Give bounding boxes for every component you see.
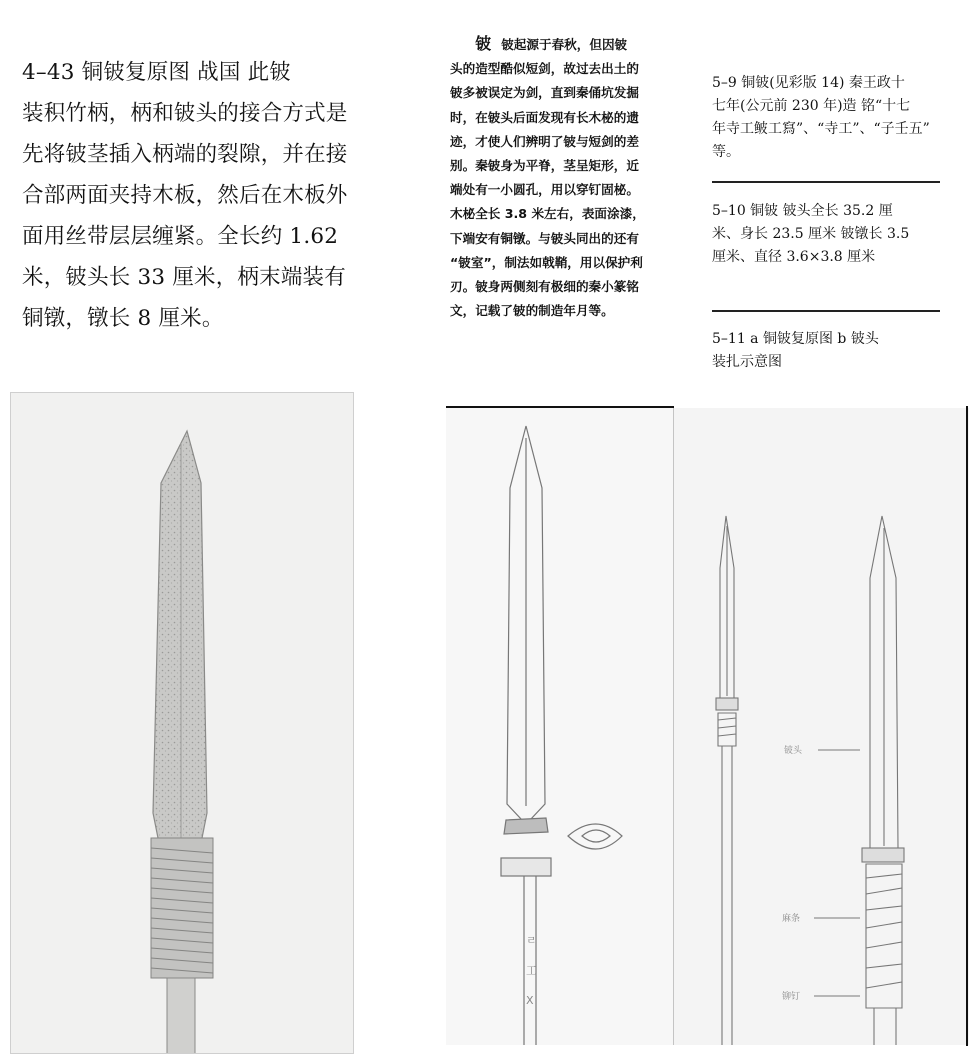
caption-line: 4–43 铜铍复原图 战国 此铍 xyxy=(22,60,291,85)
body-line: 头的造型酷似短剑，故过去出土的 xyxy=(450,61,639,77)
body-line: “铍室”，制法如戟鞘，用以保护利 xyxy=(450,254,643,270)
caption-fig-4-43 xyxy=(22,52,352,339)
callout-pi-head: 铍头 xyxy=(784,746,803,756)
plate-pi-reconstruction xyxy=(10,392,354,1054)
caption-line: 年寺工鲏工寫”、“寺工”、“子壬五” xyxy=(712,121,930,137)
pi-binding xyxy=(151,838,213,978)
pi-ferrule-a xyxy=(504,818,548,834)
pi-wrap-large xyxy=(866,864,902,1008)
body-line: 别。秦铍身为平脊，茎呈矩形，近 xyxy=(450,158,639,174)
caption-fig-5-11 xyxy=(712,328,940,374)
body-line: 端处有一小圆孔，用以穿钉固柲。 xyxy=(450,182,639,198)
caption-divider xyxy=(712,181,940,183)
caption-line: 米、身长 23.5 厘米 铍镦长 3.5 xyxy=(712,226,910,242)
body-line: 文，记载了铍的制造年月等。 xyxy=(450,303,614,319)
body-line: 铍多被误定为剑，直到秦俑坑发掘 xyxy=(450,85,639,101)
caption-line: 等。 xyxy=(712,144,740,160)
caption-line: 米，铍头长 33 厘米，柄末端装有 xyxy=(22,265,346,290)
caption-line: 5–9 铜铍(见彩版 14) 秦王政十 xyxy=(712,75,905,91)
caption-fig-5-10 xyxy=(712,200,940,269)
callout-hemp-strip: 麻条 xyxy=(782,914,801,924)
pi-binding-diagram xyxy=(674,408,969,1045)
caption-line: 先将铍茎插入柄端的裂隙，并在接 xyxy=(22,142,348,167)
callout-rivet: 铆钉 xyxy=(782,992,801,1002)
body-line xyxy=(450,32,690,57)
caption-line: 装积竹柄，柄和铍头的接合方式是 xyxy=(22,101,348,126)
svg-text:Ⅹ: Ⅹ xyxy=(526,994,534,1007)
pi-restoration-drawing xyxy=(446,408,673,1045)
pi-guard-a xyxy=(501,858,551,876)
svg-text:ㄹ: ㄹ xyxy=(526,934,537,947)
plate-5-11-b xyxy=(674,408,969,1045)
pi-sheath-ring xyxy=(568,824,622,849)
caption-line: 厘米、直径 3.6×3.8 厘米 xyxy=(712,249,876,265)
caption-line: 5–10 铜铍 铍头全长 35.2 厘 xyxy=(712,203,893,219)
body-line: 迹，才使人们辨明了铍与短剑的差 xyxy=(450,133,639,149)
body-line: 刃。铍身两侧刻有极细的秦小篆铭 xyxy=(450,279,639,295)
body-text-pi-history xyxy=(450,32,690,323)
pi-shaft xyxy=(167,978,195,1053)
plate-5-11-a xyxy=(446,408,673,1045)
body-line-text: 铍起源于春秋，但因铍 xyxy=(501,37,628,52)
caption-line: 面用丝带层层缠紧。全长约 1.62 xyxy=(22,224,339,249)
body-line: 时，在铍头后面发现有长木柲的遗 xyxy=(450,109,639,125)
caption-fig-5-9 xyxy=(712,72,940,164)
caption-line: 合部两面夹持木板，然后在木板外 xyxy=(22,183,348,208)
svg-text:工: 工 xyxy=(526,964,537,977)
caption-line: 七年(公元前 230 年)造 铭“十七 xyxy=(712,98,911,114)
pi-blade xyxy=(153,431,207,843)
lead-character: 铍 xyxy=(475,34,492,53)
caption-line: 装扎示意图 xyxy=(712,354,782,370)
caption-line: 铜镦，镦长 8 厘米。 xyxy=(22,306,224,331)
pi-illustration xyxy=(11,393,353,1053)
plate-frame-line xyxy=(966,406,968,1046)
body-line: 木柲全长 3.8 米左右，表面涂漆， xyxy=(450,206,645,222)
pi-wrap-small xyxy=(718,713,736,746)
body-line: 下端安有铜镦。与铍头同出的还有 xyxy=(450,230,639,246)
caption-line: 5–11 a 铜铍复原图 b 铍头 xyxy=(712,331,879,347)
caption-divider xyxy=(712,310,940,312)
